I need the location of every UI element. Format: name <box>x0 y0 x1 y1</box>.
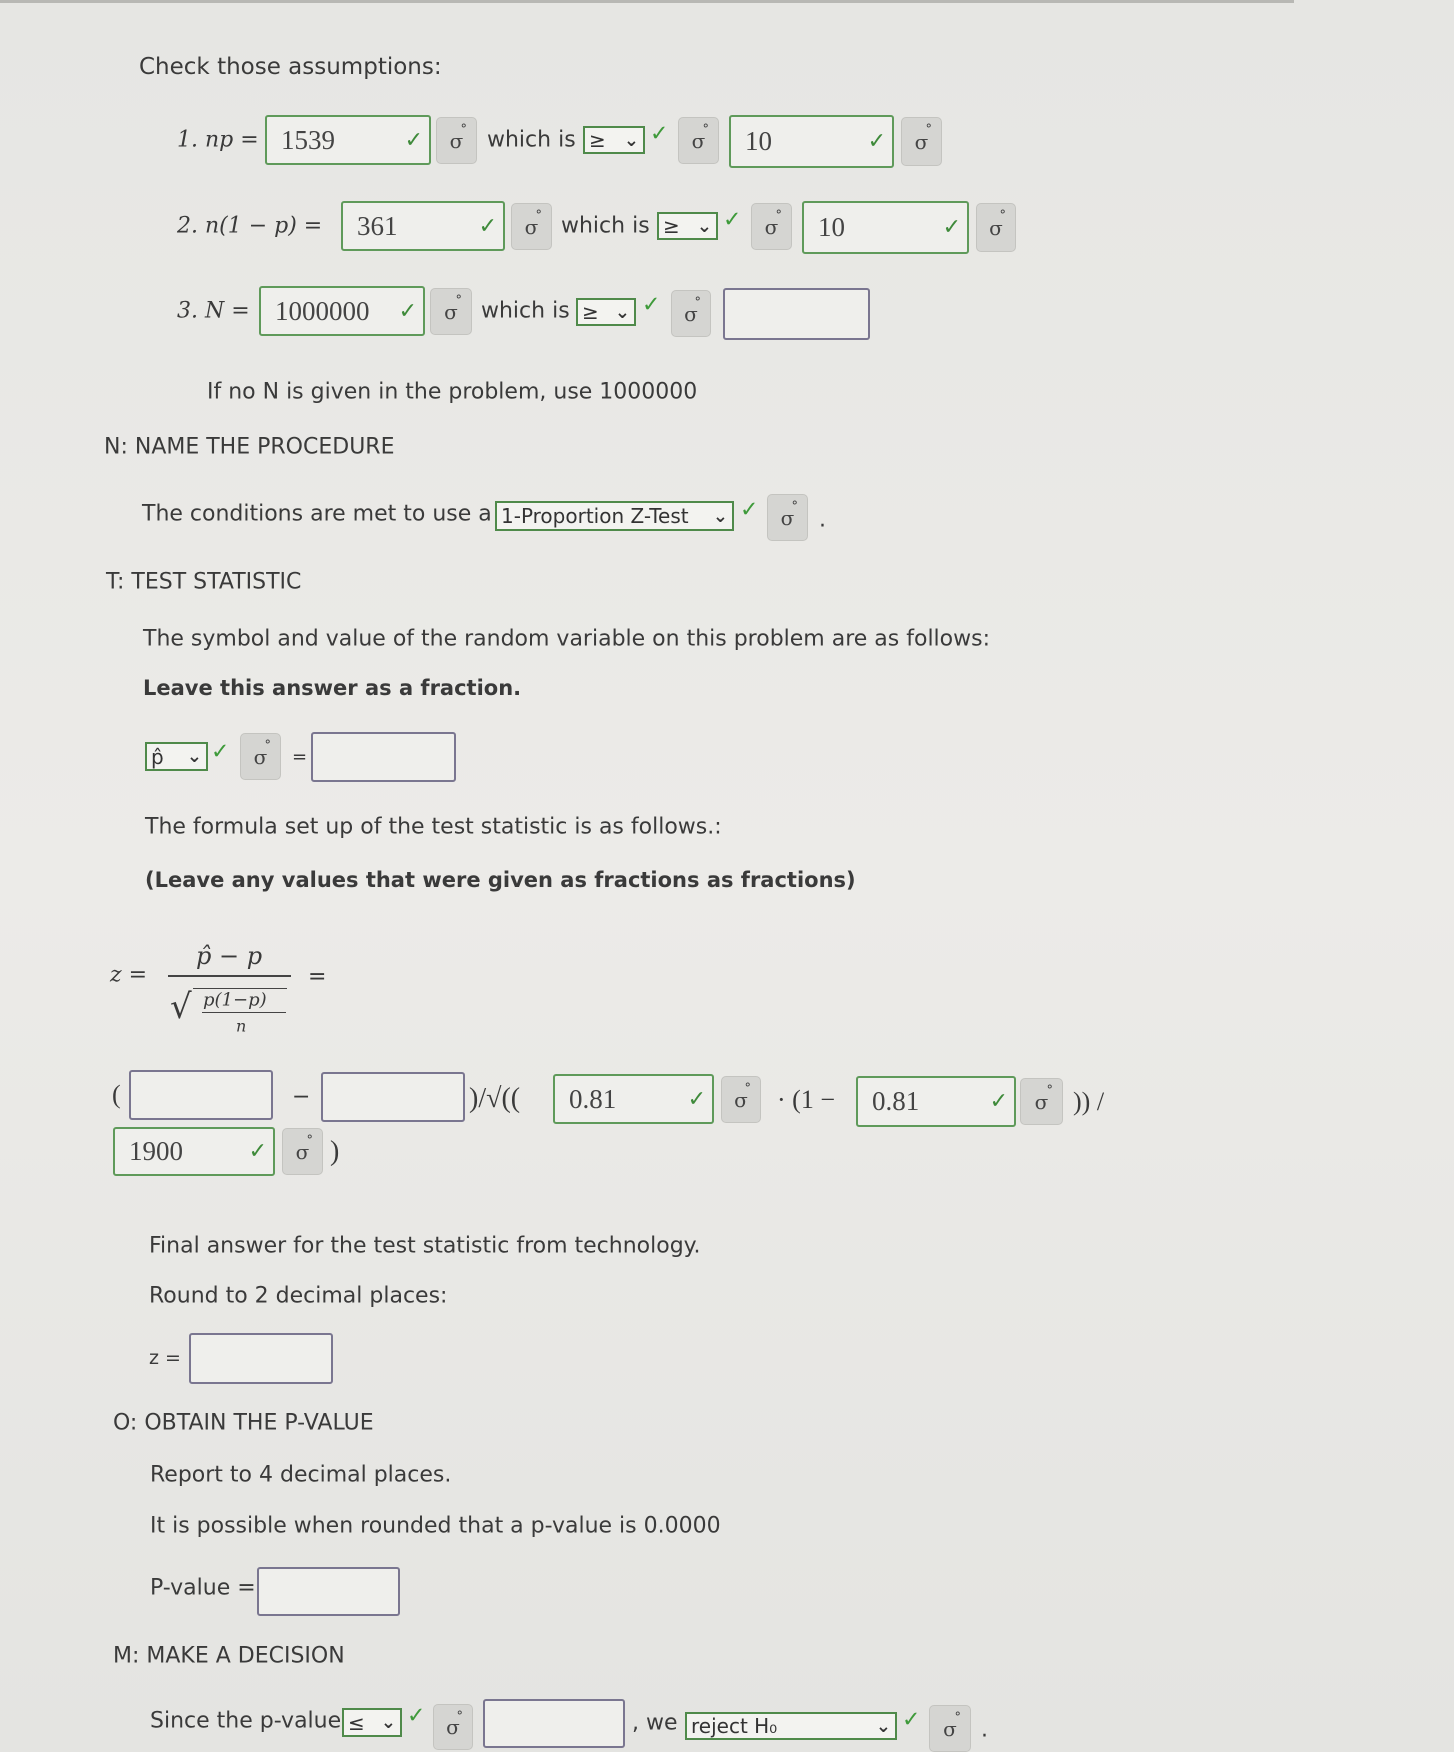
chevron-down-icon: ⌄ <box>712 505 728 527</box>
math-editor-icon[interactable] <box>436 117 477 164</box>
population-label: 3. N = <box>177 298 250 324</box>
divide-sqrt: )/√(( <box>469 1083 521 1114</box>
check-icon: ✓ <box>942 215 961 240</box>
which-is-label: which is <box>561 213 650 239</box>
equals-sign: = <box>292 746 308 768</box>
math-editor-icon[interactable] <box>240 733 281 780</box>
np-label: 1. np = <box>177 127 259 153</box>
open-paren: ( <box>112 1080 121 1109</box>
period: . <box>819 507 826 533</box>
np-comparison-select[interactable] <box>583 126 645 154</box>
section-test-statistic: T: TEST STATISTIC <box>106 569 302 595</box>
formula-den-den: n <box>236 1016 247 1036</box>
p-value-input-2[interactable] <box>856 1076 1016 1127</box>
symbol-select[interactable] <box>145 742 208 771</box>
math-editor-icon[interactable] <box>901 117 942 166</box>
check-icon: ✓ <box>989 1089 1008 1114</box>
p-value-input-1[interactable] <box>553 1074 714 1124</box>
formula-note: (Leave any values that were given as fractions as fractions) <box>145 868 856 892</box>
math-editor-icon[interactable] <box>767 494 808 541</box>
check-icon: ✓ <box>407 1703 426 1729</box>
selected-procedure: 1-Proportion Z-Test <box>501 504 689 528</box>
check-icon: ✓ <box>248 1139 267 1164</box>
formula-text: The formula set up of the test statistic is as follows.: <box>145 814 722 840</box>
times-one-minus: · (1 − <box>777 1085 835 1114</box>
formula-equals: = <box>308 964 327 990</box>
procedure-select[interactable] <box>495 501 734 531</box>
check-icon: ✓ <box>478 213 497 239</box>
check-icon: ✓ <box>902 1707 921 1733</box>
chevron-down-icon: ⌄ <box>614 301 630 323</box>
which-is-label: which is <box>481 298 570 324</box>
threshold-value: 10 <box>745 126 772 156</box>
math-editor-icon[interactable] <box>721 1076 761 1123</box>
symbol-value-input[interactable] <box>311 732 456 782</box>
top-divider <box>0 0 1294 3</box>
selected-decision: reject H₀ <box>691 1714 778 1738</box>
chevron-down-icon: ⌄ <box>875 1715 891 1737</box>
np-value: 1539 <box>281 124 335 155</box>
check-icon: ✓ <box>650 121 669 147</box>
nq-value: 361 <box>357 210 398 241</box>
chevron-down-icon: ⌄ <box>380 1712 396 1733</box>
decision-select[interactable] <box>685 1712 897 1740</box>
z-input[interactable] <box>189 1333 333 1384</box>
check-icon: ✓ <box>398 298 417 324</box>
population-comparison-select[interactable] <box>576 298 636 326</box>
math-editor-icon[interactable] <box>678 117 719 164</box>
which-is-label: which is <box>487 127 576 153</box>
math-editor-icon[interactable] <box>751 203 792 250</box>
math-editor-icon[interactable] <box>929 1705 971 1752</box>
chevron-down-icon: ⌄ <box>623 129 639 151</box>
assumptions-heading: Check those assumptions: <box>139 54 442 80</box>
math-editor-icon[interactable] <box>976 203 1016 252</box>
selected-op: ≥ <box>589 128 606 152</box>
minus-sign: − <box>292 1084 311 1110</box>
np-threshold-input[interactable] <box>729 115 894 168</box>
phat-input[interactable] <box>129 1070 273 1120</box>
p1-value: 0.81 <box>569 1083 617 1114</box>
nq-comparison-select[interactable] <box>657 212 718 240</box>
symbol-text: The symbol and value of the random variable on this problem are as follows: <box>143 626 990 652</box>
z-label: z = <box>149 1347 181 1369</box>
population-threshold-input[interactable] <box>723 288 870 340</box>
formula-z: z = <box>110 962 148 988</box>
since-text: Since the p-value <box>150 1708 342 1734</box>
p2-value: 0.81 <box>872 1086 920 1116</box>
nq-label: 2. n(1 − p) = <box>177 213 323 239</box>
math-editor-icon[interactable] <box>511 203 552 250</box>
formula-den-num: p(1−p) <box>203 989 267 1011</box>
decision-comparison-select[interactable] <box>342 1708 402 1737</box>
population-value: 1000000 <box>275 295 370 326</box>
fraction-bar <box>168 975 291 977</box>
conditions-text: The conditions are met to use a <box>142 501 492 527</box>
check-icon: ✓ <box>740 497 759 523</box>
nq-threshold-input[interactable] <box>802 201 969 254</box>
check-icon: ✓ <box>642 292 661 318</box>
math-editor-icon[interactable] <box>430 288 472 335</box>
formula-numerator: p̂ − p <box>196 942 263 970</box>
alpha-input[interactable] <box>483 1699 625 1748</box>
p-input[interactable] <box>321 1072 465 1122</box>
check-icon: ✓ <box>723 207 742 233</box>
chevron-down-icon: ⌄ <box>186 746 202 767</box>
math-editor-icon[interactable] <box>282 1128 323 1175</box>
selected-op: ≤ <box>348 1710 365 1735</box>
population-input[interactable] <box>259 286 425 336</box>
inner-fraction-bar <box>202 1012 286 1013</box>
check-icon: ✓ <box>404 127 423 153</box>
pvalue-label: P-value = <box>150 1575 256 1601</box>
selected-symbol: p̂ <box>151 744 164 769</box>
chevron-down-icon: ⌄ <box>696 215 712 237</box>
n-note: If no N is given in the problem, use 1000000 <box>207 379 698 405</box>
nq-input[interactable] <box>341 201 505 251</box>
math-editor-icon[interactable] <box>1020 1078 1063 1125</box>
period: . <box>981 1717 988 1743</box>
round-text: Round to 2 decimal places: <box>149 1283 448 1309</box>
n-value: 1900 <box>129 1136 183 1166</box>
selected-op: ≥ <box>663 214 680 238</box>
n-input[interactable] <box>113 1127 275 1176</box>
section-make-decision: M: MAKE A DECISION <box>113 1643 345 1669</box>
check-icon: ✓ <box>687 1086 706 1112</box>
np-input[interactable] <box>265 115 431 165</box>
pvalue-input[interactable] <box>257 1567 400 1616</box>
threshold-value: 10 <box>818 212 845 242</box>
section-obtain-pvalue: O: OBTAIN THE P-VALUE <box>113 1410 374 1436</box>
check-icon: ✓ <box>867 129 886 154</box>
possible-text: It is possible when rounded that a p-value is 0.0000 <box>150 1513 721 1539</box>
close-divide: )) / <box>1073 1087 1105 1116</box>
close-paren: ) <box>330 1136 340 1167</box>
final-answer-text: Final answer for the test statistic from technology. <box>149 1233 701 1259</box>
fraction-note: Leave this answer as a fraction. <box>143 676 522 700</box>
report-text: Report to 4 decimal places. <box>150 1462 452 1488</box>
check-icon: ✓ <box>211 739 230 765</box>
math-editor-icon[interactable] <box>671 290 711 337</box>
sqrt-icon: √ <box>170 987 192 1027</box>
we-text: , we <box>632 1710 678 1736</box>
selected-op: ≥ <box>582 300 599 324</box>
math-editor-icon[interactable] <box>433 1704 473 1750</box>
section-name-procedure: N: NAME THE PROCEDURE <box>104 434 395 460</box>
